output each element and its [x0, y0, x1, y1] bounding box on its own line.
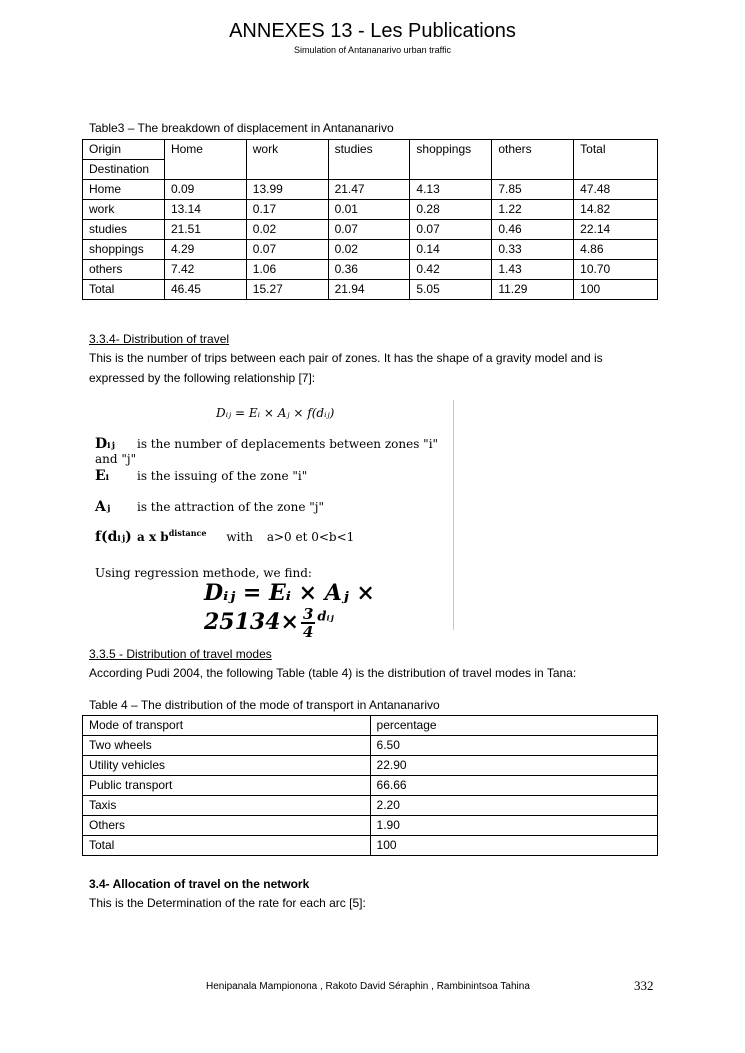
table-cell: 22.14: [574, 220, 658, 240]
table4: [82, 715, 658, 856]
column-header: Mode of transport: [83, 716, 371, 736]
table-cell: 11.29: [492, 280, 574, 300]
paragraph: [89, 348, 659, 388]
formula-symbol: Aⱼ: [95, 499, 111, 515]
table-cell: 0.46: [492, 220, 574, 240]
table-row: [83, 796, 658, 816]
column-header: shoppings: [410, 140, 492, 180]
table-cell: 21.51: [164, 220, 246, 240]
gravity-formula: Dᵢⱼ = Eᵢ × Aⱼ × f(dᵢⱼ): [216, 406, 335, 420]
row-label: Two wheels: [83, 736, 371, 756]
table-cell: 21.94: [328, 280, 410, 300]
condition-text: a>0 et 0<b<1: [266, 530, 355, 544]
table-cell: 100: [574, 280, 658, 300]
formula-exponent: dᵢⱼ: [317, 609, 334, 625]
paragraph-line: This is the number of trips between each pair of zones. It has the shape of a gravity model and is: [89, 351, 603, 365]
table-cell: 0.07: [410, 220, 492, 240]
row-label: work: [83, 200, 165, 220]
table-cell: 4.86: [574, 240, 658, 260]
fraction: [301, 606, 315, 640]
section-heading: 3.3.4- Distribution of travel: [89, 332, 230, 346]
table-row: [83, 220, 658, 240]
table3-body: [83, 180, 658, 300]
destination-header: Destination: [83, 160, 165, 180]
fraction-numerator: 3: [302, 605, 314, 623]
row-label: Utility vehicles: [83, 756, 371, 776]
column-header: percentage: [370, 716, 657, 736]
table-cell: 0.07: [328, 220, 410, 240]
row-label: Taxis: [83, 796, 371, 816]
table-row: [83, 200, 658, 220]
table-cell: 22.90: [370, 756, 657, 776]
paragraph: [89, 893, 659, 913]
table-row: [83, 180, 658, 200]
table-cell: 1.90: [370, 816, 657, 836]
table-cell: 14.82: [574, 200, 658, 220]
table-cell: 0.09: [164, 180, 246, 200]
table-cell: 0.28: [410, 200, 492, 220]
table3: [82, 139, 658, 300]
paragraph-line: According Pudi 2004, the following Table (table 4) is the distribution of travel modes in Tana:: [89, 666, 577, 680]
paragraph: [89, 663, 659, 683]
table-header-row: [83, 140, 658, 160]
formula-figure: [89, 400, 454, 641]
table-cell: 1.22: [492, 200, 574, 220]
definition-text: is the number of deplacements between zones "i" and "j": [95, 437, 439, 466]
row-label: others: [83, 260, 165, 280]
table-cell: 0.17: [246, 200, 328, 220]
formula-lhs: Dᵢⱼ = Eᵢ × Aⱼ × 25134×: [204, 580, 375, 635]
page-subtitle: Simulation of Antananarivo urban traffic: [294, 45, 451, 55]
footer-authors: Henipanala Mampionona , Rakoto David Séraphin , Rambinintsoa Tahina: [206, 981, 530, 992]
table-row: [83, 836, 658, 856]
table-row: [83, 756, 658, 776]
row-label: Public transport: [83, 776, 371, 796]
definition-text: is the issuing of the zone "i": [137, 469, 308, 483]
table-cell: 0.33: [492, 240, 574, 260]
with-label: with: [226, 530, 253, 544]
function-exponent: distance: [168, 528, 207, 538]
page-number: 332: [634, 978, 654, 993]
table-row: [83, 816, 658, 836]
table-row: [83, 280, 658, 300]
page-title: ANNEXES 13 - Les Publications: [229, 20, 516, 42]
paragraph-line: This is the Determination of the rate for each arc [5]:: [89, 896, 366, 910]
formula-symbol: f(dᵢⱼ): [95, 529, 132, 545]
table-cell: 5.05: [410, 280, 492, 300]
table-cell: 4.29: [164, 240, 246, 260]
table-cell: 1.06: [246, 260, 328, 280]
table-row: [83, 776, 658, 796]
column-header: studies: [328, 140, 410, 180]
table-cell: 13.14: [164, 200, 246, 220]
table-cell: 21.47: [328, 180, 410, 200]
table-cell: 0.42: [410, 260, 492, 280]
table-cell: 4.13: [410, 180, 492, 200]
origin-header: Origin: [83, 140, 165, 160]
table3-caption: Table3 – The breakdown of displacement in Antananarivo: [89, 121, 394, 135]
fraction-denominator: 4: [302, 623, 314, 641]
table-cell: 0.07: [246, 240, 328, 260]
definition-row: [95, 528, 354, 545]
table-cell: 2.20: [370, 796, 657, 816]
table-header-row: [83, 716, 658, 736]
table-cell: 0.02: [328, 240, 410, 260]
table-cell: 10.70: [574, 260, 658, 280]
function-expression: a x b: [137, 530, 169, 544]
table-cell: 100: [370, 836, 657, 856]
table-cell: 66.66: [370, 776, 657, 796]
definition-row: [95, 468, 307, 484]
table-row: [83, 260, 658, 280]
table-row: [83, 736, 658, 756]
table-cell: 0.02: [246, 220, 328, 240]
regression-text: Using regression methode, we find:: [95, 566, 312, 580]
row-label: Total: [83, 836, 371, 856]
table-cell: 7.42: [164, 260, 246, 280]
definition-row: [95, 499, 324, 515]
table-cell: 7.85: [492, 180, 574, 200]
section-heading: 3.4- Allocation of travel on the network: [89, 877, 310, 891]
table-cell: 6.50: [370, 736, 657, 756]
row-label: Others: [83, 816, 371, 836]
definition-row: [95, 436, 453, 466]
table-cell: 1.43: [492, 260, 574, 280]
column-header: work: [246, 140, 328, 180]
definition-text: is the attraction of the zone "j": [137, 500, 325, 514]
table-cell: 47.48: [574, 180, 658, 200]
column-header: Home: [164, 140, 246, 180]
table-cell: 0.01: [328, 200, 410, 220]
table-cell: 15.27: [246, 280, 328, 300]
formula-symbol: Dᵢⱼ: [95, 436, 115, 452]
regression-formula: [204, 580, 453, 640]
column-header: others: [492, 140, 574, 180]
row-label: shoppings: [83, 240, 165, 260]
table-cell: 0.14: [410, 240, 492, 260]
section-heading: 3.3.5 - Distribution of travel modes: [89, 647, 272, 661]
table-cell: 13.99: [246, 180, 328, 200]
table-cell: 0.36: [328, 260, 410, 280]
paragraph-line: expressed by the following relationship [7]:: [89, 371, 316, 385]
table-row: [83, 240, 658, 260]
row-label: Home: [83, 180, 165, 200]
table-cell: 46.45: [164, 280, 246, 300]
table4-body: [83, 736, 658, 856]
table4-caption: Table 4 – The distribution of the mode of transport in Antananarivo: [89, 698, 440, 712]
formula-symbol: Eᵢ: [95, 468, 110, 484]
row-label: studies: [83, 220, 165, 240]
column-header: Total: [574, 140, 658, 180]
row-label: Total: [83, 280, 165, 300]
